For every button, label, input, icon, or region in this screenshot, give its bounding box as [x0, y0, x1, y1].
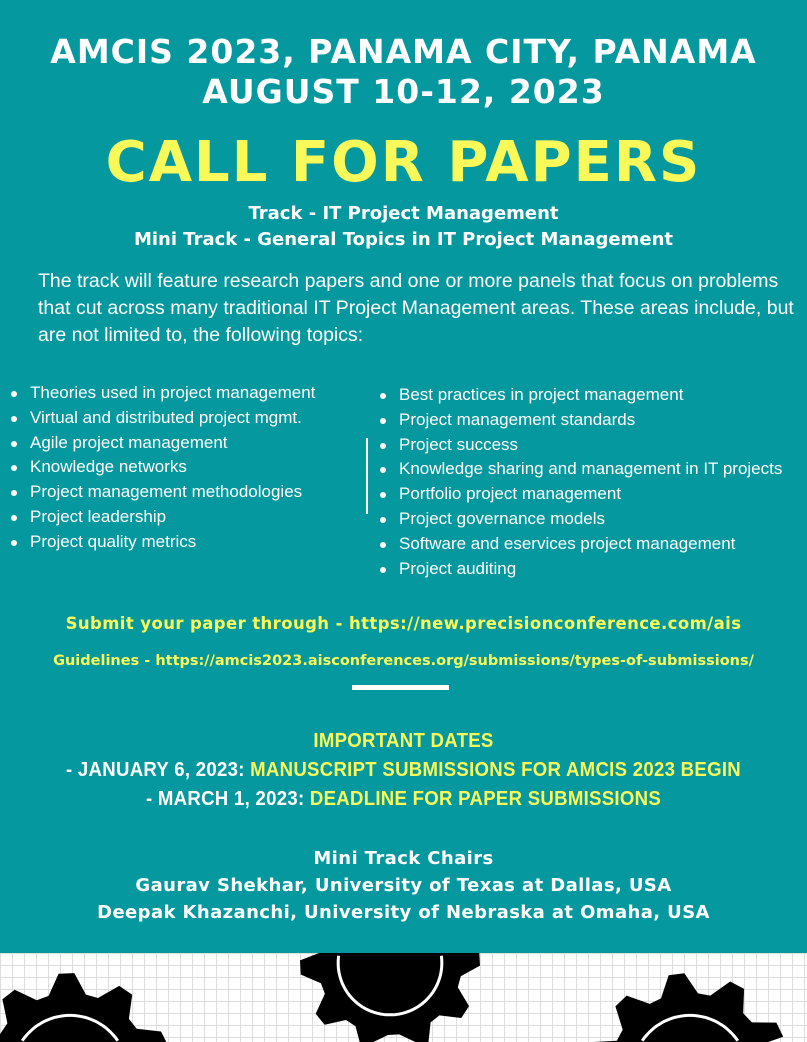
topic-item: Theories used in project management: [8, 381, 315, 406]
topic-item: Project leadership: [8, 505, 315, 530]
chairs-title: Mini Track Chairs: [313, 848, 494, 869]
track-name: Track - IT Project Management: [248, 203, 559, 224]
topic-item: Project management standards: [377, 408, 782, 433]
topic-item: Virtual and distributed project mgmt.: [8, 406, 315, 431]
date-2: - MARCH 1, 2023:: [145, 788, 305, 810]
date-2-event: DEADLINE FOR PAPER SUBMISSIONS: [304, 788, 662, 810]
date-1-event: MANUSCRIPT SUBMISSIONS FOR AMCIS 2023 BEGIN: [244, 759, 741, 781]
topic-item: Agile project management: [8, 431, 315, 456]
gear-footer: [0, 953, 807, 1042]
gear-icon: [300, 953, 480, 1042]
call-for-papers-heading: CALL FOR PAPERS: [105, 130, 702, 195]
guidelines-link[interactable]: Guidelines - https://amcis2023.aisconferences.org/submissions/types-of-submissions/: [53, 653, 754, 669]
track-chairs: [0, 845, 807, 926]
topic-item: Portfolio project management: [377, 482, 782, 507]
mini-track-name: Mini Track - General Topics in IT Project Management: [133, 229, 674, 250]
topic-item: Project auditing: [377, 557, 782, 582]
important-dates: [28, 727, 779, 814]
intro-paragraph: The track will feature research papers and one or more panels that focus on problems that cut across many traditional IT Project Management areas. These areas include, but are not limited to, the following topics:: [38, 270, 794, 346]
topic-item: Project quality metrics: [8, 530, 315, 555]
topics-right-list: [377, 383, 782, 581]
topic-item: Knowledge sharing and management in IT projects: [377, 457, 782, 482]
chair-2: Deepak Khazanchi, University of Nebraska at Omaha, USA: [97, 902, 710, 923]
topic-item: Best practices in project management: [377, 383, 782, 408]
divider: [366, 438, 368, 514]
topic-item: Project success: [377, 433, 782, 458]
submit-link[interactable]: Submit your paper through - https://new.precisionconference.com/ais: [65, 614, 742, 633]
topics-left-list: [8, 381, 315, 555]
gear-icon: [0, 973, 168, 1042]
topic-item: Software and eservices project management: [377, 532, 782, 557]
conference-title: AMCIS 2023, PANAMA CITY, PANAMA: [50, 32, 757, 71]
divider: [352, 685, 449, 690]
topic-item: Project management methodologies: [8, 480, 315, 505]
date-1: - JANUARY 6, 2023:: [66, 759, 245, 781]
track-info: [0, 201, 807, 253]
topic-item: Knowledge networks: [8, 455, 315, 480]
gear-icon: [591, 973, 790, 1042]
conference-dates: AUGUST 10-12, 2023: [202, 72, 605, 111]
gears-icon: [0, 953, 807, 1042]
chair-1: Gaurav Shekhar, University of Texas at Dallas, USA: [135, 875, 672, 896]
topic-item: Project governance models: [377, 507, 782, 532]
dates-title: IMPORTANT DATES: [313, 730, 494, 752]
